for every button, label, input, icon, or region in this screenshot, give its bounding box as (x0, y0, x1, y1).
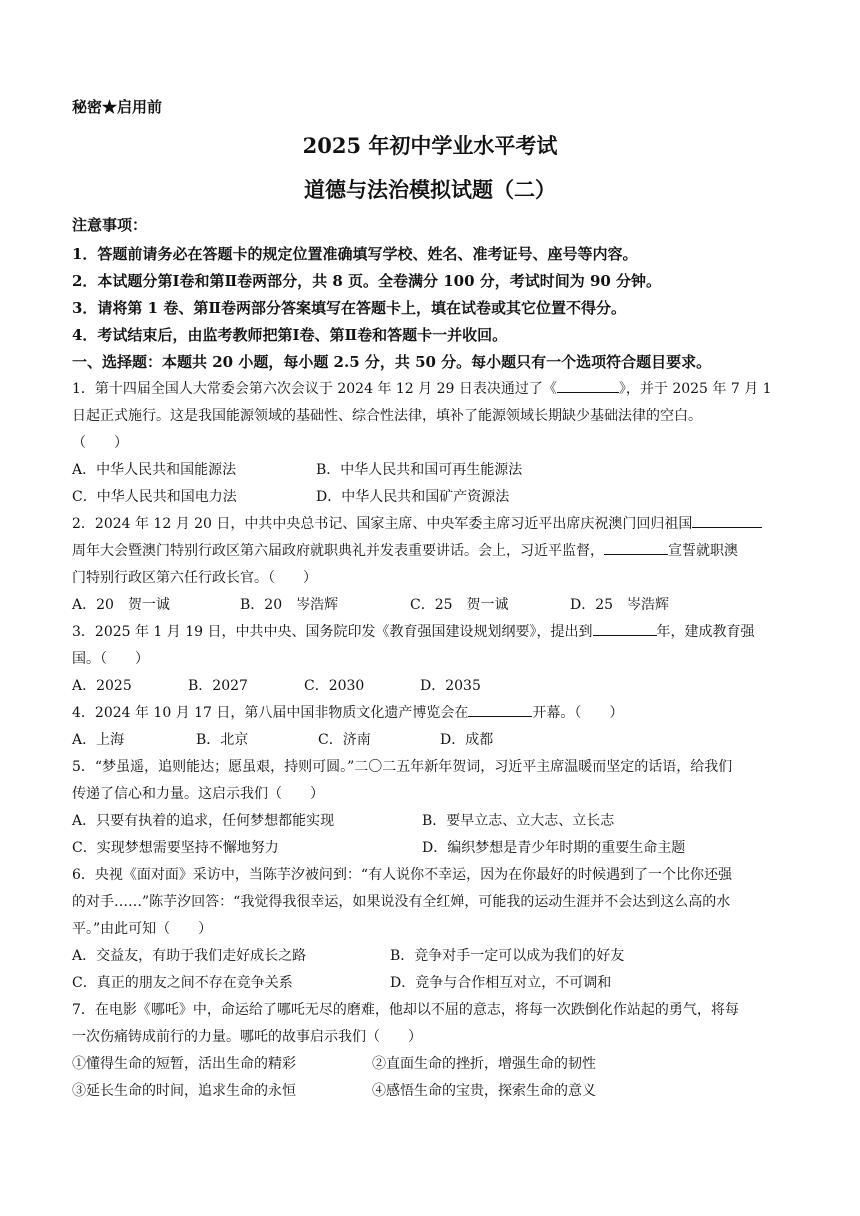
option-c: C．济南 (318, 732, 371, 748)
option-b: B．中华人民共和国可再生能源法 (316, 462, 523, 478)
statement-2: ②直面生命的挫折，增强生命的韧性 (372, 1056, 596, 1072)
option-a: A．上海 (72, 732, 125, 748)
question-4-line-1: 4．2024 年 10 月 17 日，第八届中国非物质文化遗产博览会在 开幕。（ ） (72, 702, 623, 722)
option-d: D．成都 (440, 732, 494, 748)
question-3-line-1: 3．2025 年 1 月 19 日，中共中央、国务院印发《教育强国建设规划纲要》，提出到 年，建成教育强 (72, 621, 755, 641)
option-a: A．2025 (72, 678, 132, 694)
option-b: B．竞争对手一定可以成为我们的好友 (390, 948, 625, 964)
option-b: B．20 岑浩辉 (240, 597, 339, 613)
answer-blank (692, 513, 762, 528)
option-c: C．25 贺一诚 (410, 597, 509, 613)
question-7-line-1: 7．在电影《哪吒》中，命运给了哪吒无尽的磨难，他却以不屈的意志，将每一次跌倒化作站起的勇气，将每 (72, 1002, 739, 1018)
question-6-line-3: 平。”由此可知（ ） (72, 921, 213, 937)
exam-title: 2025 年初中学业水平考试 (302, 133, 558, 158)
option-b: B．要早立志、立大志、立长志 (422, 813, 615, 829)
question-5-line-1: 5．“梦虽遥，追则能达；愿虽艰，持则可圆。”二〇二五年新年贺词，习近平主席温暖而坚定的话语，给我们 (72, 759, 733, 775)
question-6-line-1: 6．央视《面对面》采访中，当陈芋汐被问到：“有人说你不幸运，因为在你最好的时候遇到了一个比你还强 (72, 867, 733, 883)
question-2-line-3: 门特别行政区第六任行政长官。（ ） (72, 570, 317, 586)
statement-1: ①懂得生命的短暂，活出生命的精彩 (72, 1056, 296, 1072)
question-1-line-3: （ ） (72, 435, 128, 451)
question-5-line-2: 传递了信心和力量。这启示我们（ ） (72, 786, 324, 802)
exam-subtitle: 道德与法治模拟试题（二） (304, 177, 556, 202)
question-6-line-2: 的对手……”陈芋汐回答：“我觉得我很幸运，如果说没有全红婵，可能我的运动生涯并不会达到这么高的水 (72, 894, 731, 910)
option-a: A．中华人民共和国能源法 (72, 462, 237, 478)
option-b: B．北京 (196, 732, 249, 748)
notice-item: 2．本试题分第Ⅰ卷和第Ⅱ卷两部分，共 8 页。全卷满分 100 分，考试时间为 90 分钟。 (72, 272, 662, 290)
option-c: C．中华人民共和国电力法 (72, 489, 237, 505)
question-1-line-2: 日起正式施行。这是我国能源领域的基础性、综合性法律，填补了能源领域长期缺少基础法律的空白。 (72, 408, 702, 424)
option-c: C．真正的朋友之间不存在竞争关系 (72, 975, 293, 991)
option-d: D．编织梦想是青少年时期的重要生命主题 (422, 840, 686, 856)
answer-blank (604, 540, 668, 555)
question-2-line-1: 2．2024 年 12 月 20 日，中共中央总书记、国家主席、中央军委主席习近平出席庆祝澳门回归祖国 (72, 513, 762, 533)
option-d: D．25 岑浩辉 (570, 597, 670, 613)
notice-heading: 注意事项： (72, 216, 148, 234)
statement-4: ④感悟生命的宝贵，探索生命的意义 (372, 1083, 596, 1099)
question-1-line-1: 1．第十四届全国人大常委会第六次会议于 2024 年 12 月 29 日表决通过了《 》，并于 2025 年 7 月 1 (72, 378, 772, 398)
notice-item: 3．请将第 1 卷、第Ⅱ卷两部分答案填写在答题卡上，填在试卷或其它位置不得分。 (72, 299, 626, 317)
question-2-line-2: 周年大会暨澳门特别行政区第六届政府就职典礼并发表重要讲话。会上，习近平监督， 宣誓就职澳 (72, 540, 738, 560)
answer-blank (468, 702, 532, 717)
option-d: D．中华人民共和国矿产资源法 (316, 489, 510, 505)
option-a: A．交益友，有助于我们走好成长之路 (72, 948, 307, 964)
option-c: C．实现梦想需要坚持不懈地努力 (72, 840, 279, 856)
option-d: D．2035 (420, 678, 481, 694)
option-a: A．只要有执着的追求，任何梦想都能实现 (72, 813, 335, 829)
statement-3: ③延长生命的时间，追求生命的永恒 (72, 1083, 296, 1099)
section-heading: 一、选择题：本题共 20 小题，每小题 2.5 分，共 50 分。每小题只有一个选项符合题目要求。 (72, 353, 712, 371)
notice-item: 4．考试结束后，由监考教师把第Ⅰ卷、第Ⅱ卷和答题卡一并收回。 (72, 326, 508, 344)
question-3-line-2: 国。（ ） (72, 651, 149, 667)
option-d: D．竞争与合作相互对立，不可调和 (390, 975, 612, 991)
question-7-line-2: 一次伤痛铸成前行的力量。哪吒的故事启示我们（ ） (72, 1029, 422, 1045)
secret-label: 秘密★启用前 (72, 98, 163, 116)
option-a: A．20 贺一诚 (72, 597, 170, 613)
answer-blank (593, 621, 657, 636)
option-b: B．2027 (188, 678, 248, 694)
option-c: C．2030 (304, 678, 365, 694)
notice-item: 1．答题前请务必在答题卡的规定位置准确填写学校、姓名、准考证号、座号等内容。 (72, 245, 638, 263)
answer-blank (557, 378, 619, 393)
